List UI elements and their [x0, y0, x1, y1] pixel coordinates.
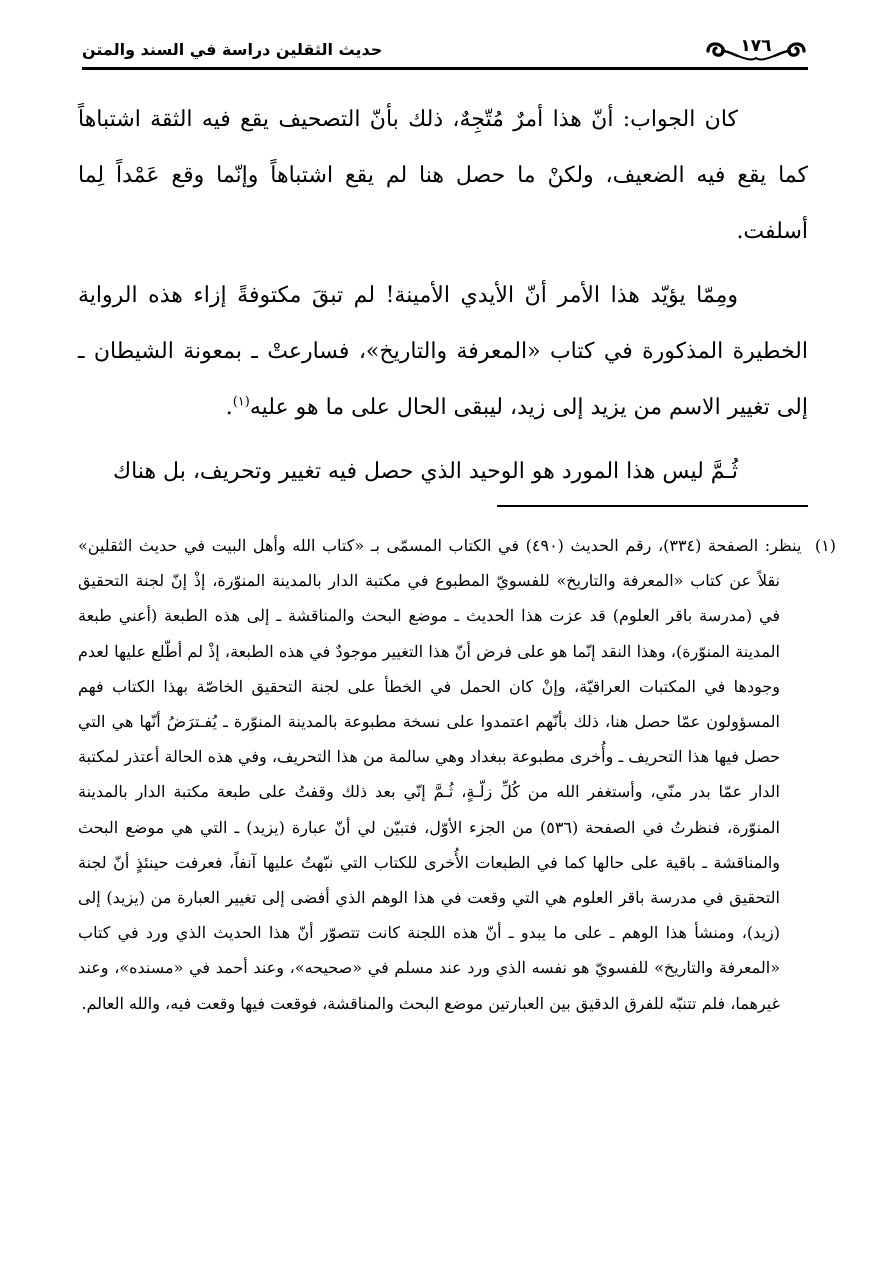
- main-text: [78, 92, 808, 500]
- footnote-reference[interactable]: (١): [232, 394, 250, 410]
- paragraph-text: .: [225, 395, 233, 420]
- footnote: (١) ينظر: الصفحة (٣٣٤)، رقم الحديث (٤٩٠) في الكتاب المسمّى بـ «كتاب الله وأهل البيت في حديث الثقلين» نقلاً عن كتاب «المعرفة والتاريخ» للفسويّ المطبوع في مكتبة الدار بالمدينة المنوّرة، إذْ إنّ لجنة التحقيق في (مدرسة باقر العلوم) قد عزت هذا الحديث ـ موضع البحث والمناقشة ـ إلى هذه الطبعة (أعني طبعة المدينة المنوّرة)، وهذا النقد إنّما هو على فرض أنّ هذا التغيير موجودٌ في هذه الطبعة، إذْ لم أطّلع عليها لعدم وجودها في المكتبات العراقيّة، وإنْ كان الحمل في الخطأ على لجنة التحقيق الخاصّة بهذا الكتاب فهم المسؤولون عمّا حصل هنا، ذلك بأنّهم اعتمدوا على نسخة مطبوعة بالمدينة المنوّرة ـ يُفـترَضُ أنّها هي التي حصل فيها هذا التحريف ـ وأُخرى مطبوعة ببغداد وهي سالمة من هذا التحريف، وفي هذه الحالة أعتذر لمكتبة الدار عمّا بدر منّي، وأستغفر الله من كُلِّ زلّـةٍ، ثُـمَّ إنّي بعد ذلك وقفتُ على طبعة مكتبة الدار بالمدينة المنوّرة، فنظرتُ في الصفحة (٥٣٦) من الجزء الأوّل، فتبيّن لي أنّ عبارة (يزيد) ـ التي هي موضع البحث والمناقشة ـ باقية على حالها كما في الطبعات الأُخرى للكتاب التي نبّهتُ عليها آنفاً، فعرفت حينئذٍ أنّ لجنة التحقيق في مدرسة باقر العلوم هي التي وقعت في هذا الوهم الذي أفضى إلى تغيير العبارة من (يزيد) إلى (زيد)، ومنشأ هذا الوهم ـ على ما يبدو ـ أنّ هذه اللجنة كانت تتصوّر أنّ هذا الحديث الذي ورد في كتاب «المعرفة والتاريخ» للفسويّ هو نفسه الذي ورد عند مسلم في «صحيحه»، وعند أحمد في «مسنده»، وعند غيرهما، فلم تتنبّه للفرق الدقيق بين العبارتين موضع البحث والمناقشة، فوقعت فيها وقعت فيه، والله العالم.: [78, 536, 837, 1013]
- paragraph: [78, 92, 808, 260]
- running-title: حديث الثقلين دراسة في السند والمتن: [82, 40, 383, 59]
- header-rule: [82, 67, 808, 70]
- paragraph: [78, 444, 808, 500]
- paragraph-text: كان الجواب: أنّ هذا أمرٌ مُتّجِهٌ، ذلك بأنّ التصحيف يقع فيه الثقة اشتباهاً كما يقع فيه الضعيف، ولكنْ ما حصل هنا لم يقع اشتباهاً وإنّما وقع عَمْداً لِما أسلفت.: [78, 107, 808, 244]
- paragraph: [78, 268, 808, 436]
- running-header: [82, 34, 808, 70]
- page-number: ١٧٦: [740, 36, 772, 56]
- footnote-separator: [497, 505, 808, 507]
- paragraph-text: ثُـمَّ ليس هذا المورد هو الوحيد الذي حصل فيه تغيير وتحريف، بل هناك: [112, 459, 738, 484]
- page-number-badge: [704, 34, 808, 64]
- footnote-text: ينظر: الصفحة (٣٣٤)، رقم الحديث (٤٩٠) في الكتاب المسمّى بـ «كتاب الله وأهل البيت في حديث الثقلين» نقلاً عن كتاب «المعرفة والتاريخ» للفسويّ المطبوع في مكتبة الدار بالمدينة المنوّرة، إذْ إنّ لجنة التحقيق في (مدرسة باقر العلوم) قد عزت هذا الحديث ـ موضع البحث والمناقشة ـ إلى هذه الطبعة (أعني طبعة المدينة المنوّرة)، وهذا النقد إنّما هو على فرض أنّ هذا التغيير موجودٌ في هذه الطبعة، إذْ لم أطّلع عليها لعدم وجودها في المكتبات العراقيّة، وإنْ كان الحمل في الخطأ على لجنة التحقيق الخاصّة بهذا الكتاب فهم المسؤولون عمّا حصل هنا، ذلك بأنّهم اعتمدوا على نسخة مطبوعة بالمدينة المنوّرة ـ يُفـترَضُ أنّها هي التي حصل فيها هذا التحريف ـ وأُخرى مطبوعة ببغداد وهي سالمة من هذا التحريف، وفي هذه الحالة أعتذر لمكتبة الدار عمّا بدر منّي، وأستغفر الله من كُلِّ زلّـةٍ، ثُـمَّ إنّي بعد ذلك وقفتُ على طبعة مكتبة الدار بالمدينة المنوّرة، فنظرتُ في الصفحة (٥٣٦) من الجزء الأوّل، فتبيّن لي أنّ عبارة (يزيد) ـ التي هي موضع البحث والمناقشة ـ باقية على حالها كما في الطبعات الأُخرى للكتاب التي نبّهتُ عليها آنفاً، فعرفت حينئذٍ أنّ لجنة التحقيق في مدرسة باقر العلوم هي التي وقعت في هذا الوهم الذي أفضى إلى تغيير العبارة من (يزيد) إلى (زيد)، ومنشأ هذا الوهم ـ على ما يبدو ـ أنّ هذه اللجنة كانت تتصوّر أنّ هذا الحديث الذي ورد في كتاب «المعرفة والتاريخ» للفسويّ هو نفسه الذي ورد عند مسلم في «صحيحه»، وعند أحمد في «مسنده»، وعند غيرهما، فلم تتنبّه للفرق الدقيق بين العبارتين موضع البحث والمناقشة، فوقعت فيها وقعت فيه، والله العالم.: [78, 536, 802, 1013]
- paragraph-text: ومِمّا يؤيّد هذا الأمر أنّ الأيدي الأمينة! لم تبقَ مكتوفةً إزاء هذه الرواية الخطيرة المذكورة في كتاب «المعرفة والتاريخ»، فسارعتْ ـ بمعونة الشيطان ـ إلى تغيير الاسم من يزيد إلى زيد، ليبقى الحال على ما هو عليه: [78, 283, 808, 420]
- footnotes: [78, 528, 837, 1021]
